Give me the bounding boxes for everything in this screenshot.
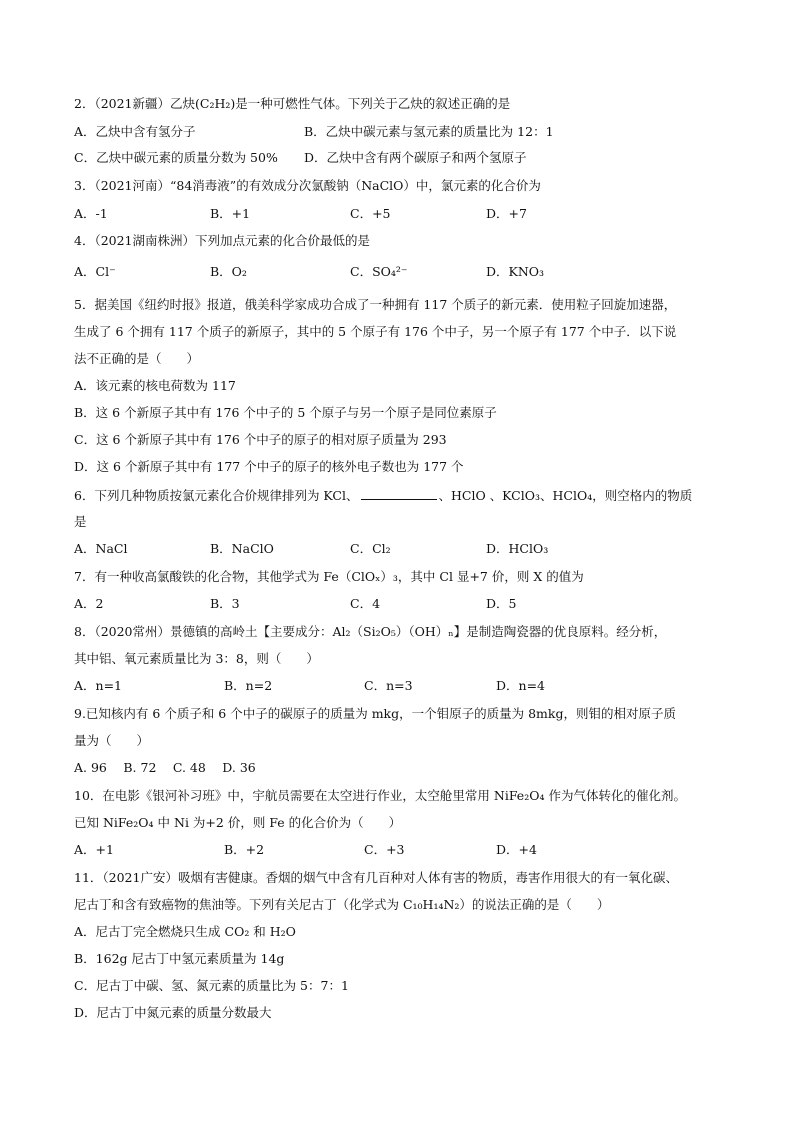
question-10-option-c: C．+3 [364,842,405,857]
question-3-option-a: A．-1 [74,206,108,221]
question-11-stem-line-2: 尼古丁和含有致癌物的焦油等。下列有关尼古丁（化学式为 C₁₀H₁₄N₂）的说法正确的是（ ） [74,897,610,912]
question-2-option-a: A．乙炔中含有氢分子 [74,124,196,139]
question-6-stem-line-2: 是 [74,514,87,529]
question-2-stem: 2．（2021新疆）乙炔(C₂H₂)是一种可燃性气体。下列关于乙炔的叙述正确的是 [74,96,511,111]
question-6-option-a: A．NaCl [74,541,128,556]
question-9-stem-line-2: 量为（ ） [74,733,150,748]
question-5-option-a: A．该元素的核电荷数为 117 [74,378,236,393]
question-7-stem: 7．有一种收高氯酸铁的化合物，其他学式为 Fe（ClOₓ）₃，其中 Cl 显+7 价，则 X 的值为 [74,569,584,584]
question-5-stem-line-3: 法不正确的是（ ） [74,351,200,366]
question-8-stem-line-2: 其中铝、氧元素质量比为 3：8，则（ ） [74,651,319,666]
question-6-option-b: B．NaClO [210,541,274,556]
question-6-stem-line-1 [74,487,734,504]
question-10-option-a: A．+1 [74,842,114,857]
question-3-stem: 3．（2021河南）“84消毒液”的有效成分次氯酸钠（NaClO）中，氯元素的化合价为 [74,178,541,193]
question-7-option-d: D．5 [486,596,517,611]
question-9-options: A. 96 B. 72 C. 48 D. 36 [74,760,256,775]
question-4-option-a: A．Cl⁻ [74,264,116,279]
question-7-option-c: C．4 [350,596,381,611]
question-6-stem-part-2: 、HClO 、KClO₃、HClO₄，则空格内的物质 [438,488,693,503]
question-5-option-c: C．这 6 个新原子其中有 176 个中子的原子的相对原子质量为 293 [74,432,447,447]
question-8-option-c: C．n=3 [364,678,413,693]
question-5-stem-line-2: 生成了 6 个拥有 117 个质子的新原子，其中的 5 个原子有 176 个中子，另一个原子有 177 个中子．以下说 [74,324,677,339]
question-5-stem-line-1: 5．据美国《纽约时报》报道，俄美科学家成功合成了一种拥有 117 个质子的新元素．使用粒子回旋加速器， [74,297,677,312]
question-11-option-c: C．尼古丁中碳、氢、氮元素的质量比为 5：7：1 [74,978,349,993]
question-8-option-d: D．n=4 [496,678,545,693]
question-4-stem: 4．（2021湖南株洲）下列加点元素的化合价最低的是 [74,233,371,248]
question-5-option-d: D．这 6 个新原子其中有 177 个中子的原子的核外电子数也为 177 个 [74,459,464,474]
question-11-option-b: B．162g 尼古丁中氢元素质量为 14g [74,951,285,966]
question-9-stem-line-1: 9.已知核内有 6 个质子和 6 个中子的碳原子的质量为 mkg，一个钼原子的质量为 8mkg，则钼的相对原子质 [74,706,676,721]
question-4-option-d: D．KNO₃ [486,264,545,279]
question-3-option-b: B．+1 [210,206,251,221]
answer-blank[interactable] [361,487,437,500]
question-8-stem-line-1: 8．（2020常州）景德镇的高岭土【主要成分：Al₂（Si₂O₅）（OH）ₙ】是制造陶瓷器的优良原料。经分析， [74,624,667,639]
question-8-option-a: A．n=1 [74,678,123,693]
question-11-option-a: A．尼古丁完全燃烧只生成 CO₂ 和 H₂O [74,924,296,939]
question-2-option-d: D．乙炔中含有两个碳原子和两个氢原子 [304,150,527,165]
question-3-option-d: D．+7 [486,206,527,221]
question-4-option-c: C．SO₄²⁻ [350,264,408,279]
question-6-stem-part-1: 6．下列几种物质按氯元素化合价规律排列为 KCl、 [74,488,359,503]
question-7-option-b: B．3 [210,596,240,611]
question-10-option-d: D．+4 [496,842,537,857]
question-6-option-d: D．HClO₃ [486,541,549,556]
question-5-option-b: B．这 6 个新原子其中有 176 个中子的 5 个原子与另一个原子是同位素原子 [74,405,497,420]
question-2-option-b: B．乙炔中碳元素与氢元素的质量比为 12：1 [304,124,554,139]
question-7-option-a: A．2 [74,596,104,611]
question-10-stem-line-2: 已知 NiFe₂O₄ 中 Ni 为+2 价，则 Fe 的化合价为（ ） [74,815,402,830]
question-3-option-c: C．+5 [350,206,391,221]
question-4-option-b: B．O₂ [210,264,247,279]
question-11-option-d: D．尼古丁中氮元素的质量分数最大 [74,1005,272,1020]
question-8-option-b: B．n=2 [224,678,273,693]
question-6-option-c: C．Cl₂ [350,541,391,556]
question-10-option-b: B．+2 [224,842,265,857]
question-11-stem-line-1: 11．（2021广安）吸烟有害健康。香烟的烟气中含有几百种对人体有害的物质，毒害作用很大的有一氧化碳、 [74,870,678,885]
question-10-stem-line-1: 10．在电影《银河补习班》中，宇航员需要在太空进行作业，太空舱里常用 NiFe₂O₄ 作为气体转化的催化剂。 [74,788,686,803]
question-2-option-c: C．乙炔中碳元素的质量分数为 50% [74,150,278,165]
